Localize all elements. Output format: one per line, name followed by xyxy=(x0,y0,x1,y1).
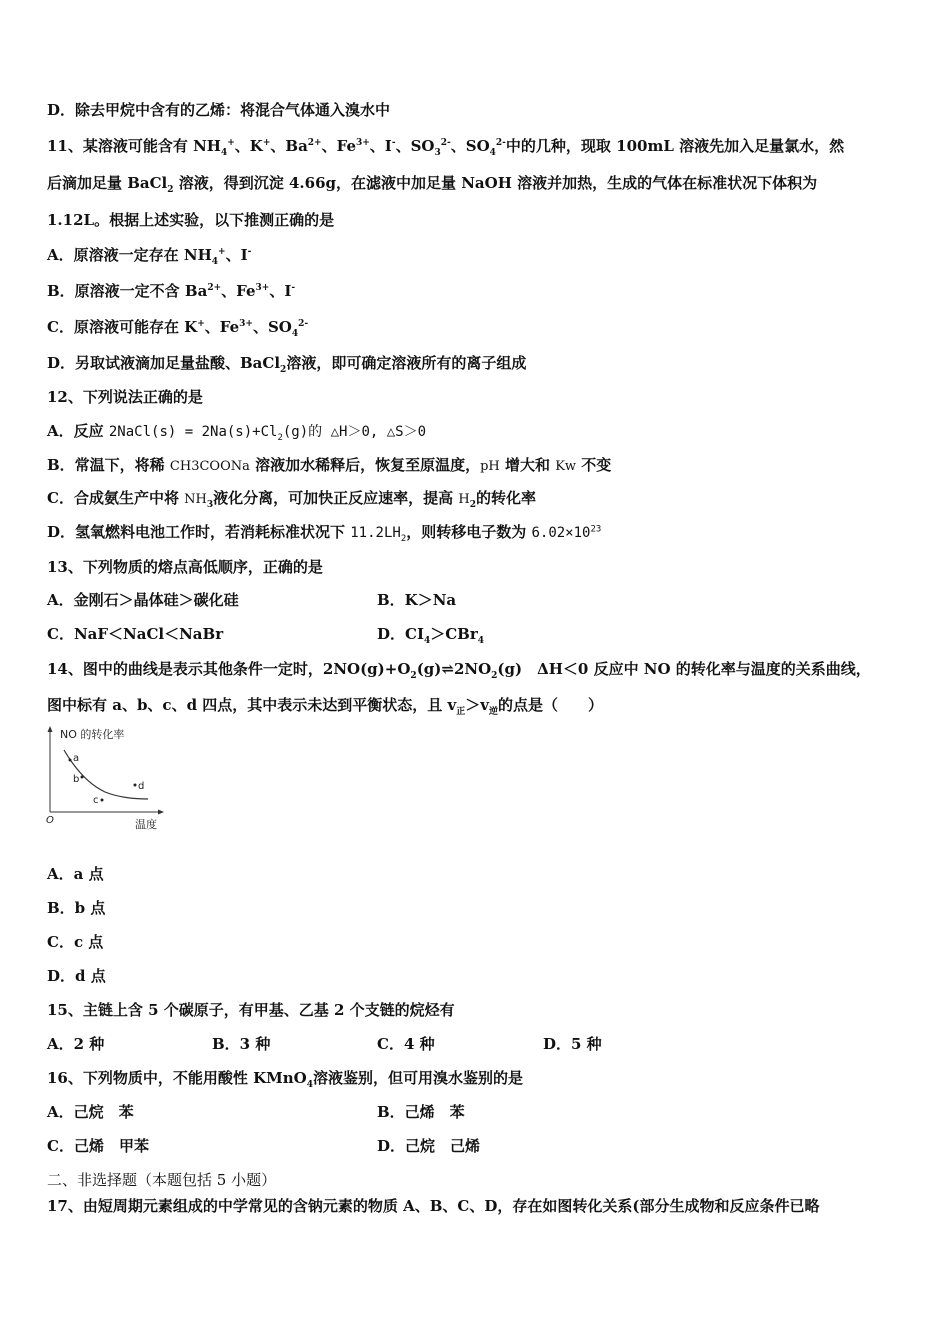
q12-stem: 12、下列说法正确的是 xyxy=(47,388,203,406)
q14-option-b: B．b 点 xyxy=(47,899,106,917)
q14-option-c: C．c 点 xyxy=(47,933,104,951)
q14-stem-line1: 14、图中的曲线是表示其他条件一定时，$2NO(g)+O_2(g)\rightleftharpoons 2NO_2(g)$ ΔH＜0 反应中 NO 的转化率与温度的关系曲线， xyxy=(47,660,871,681)
q16-option-d: D．己烷 己烯 xyxy=(377,1137,481,1155)
x-axis-label: 温度 xyxy=(135,818,157,831)
q16-option-b: B．己烯 苯 xyxy=(377,1103,465,1121)
q15-stem: 15、主链上含 5 个碳原子，有甲基、乙基 2 个支链的烷烃有 xyxy=(47,1001,455,1019)
x-axis-arrow xyxy=(158,810,164,815)
point-a xyxy=(69,759,72,762)
point-b-label: b xyxy=(73,774,80,785)
q11-stem-line2: 后滴加足量 BaCl$_2$ 溶液，得到沉淀 4.66g，在滤液中加足量 NaOH 溶液并加热，生成的气体在标准状况下体积为 xyxy=(47,174,818,195)
q11-option-c: C．原溶液可能存在 K+、$Fe^{3+}$、$SO_4^{2-}$ xyxy=(47,318,309,339)
point-b xyxy=(81,776,84,779)
q13-option-d: D．$CI_4>CBr_4$ xyxy=(377,625,485,646)
q17-stem: 17、由短周期元素组成的中学常见的含钠元素的物质 A、B、C、D，存在如图转化关系(部分生成物和反应条件已略 xyxy=(47,1197,820,1215)
no-conversion-vs-temperature-graph xyxy=(40,722,170,832)
q12-option-c: C．合成氨生产中将 $NH_3$液化分离，可加快正反应速率，提高 $H_2$的转化率 xyxy=(47,489,537,510)
origin-label: O xyxy=(46,815,54,826)
q13-stem: 13、下列物质的熔点高低顺序，正确的是 xyxy=(47,558,323,576)
q14-option-a: A．a 点 xyxy=(47,865,104,883)
point-d xyxy=(134,784,137,787)
q15-option-c: C．4 种 xyxy=(377,1035,435,1053)
q13-option-a: A．金刚石＞晶体硅＞碳化硅 xyxy=(47,591,239,609)
q11-option-a: A．原溶液一定存在 $NH_4^+$、I- xyxy=(47,246,252,267)
y-axis-arrow xyxy=(48,726,53,732)
q16-option-a: A．己烷 苯 xyxy=(47,1103,134,1121)
q11-stem-line1: 11、某溶液可能含有 $NH_4^+$、K+、$Ba^{2+}$、$Fe^{3+}$、I-、$SO_3^{2-}$、$SO_4^{2-}$中的几种，现取 100mL 溶液先加入足量氯水，然 xyxy=(47,137,845,158)
section-two-title: 二、非选择题（本题包括 5 小题） xyxy=(47,1171,277,1189)
q16-option-c: C．己烯 甲苯 xyxy=(47,1137,149,1155)
q13-option-c: C．NaF＜NaCl＜NaBr xyxy=(47,625,224,643)
q16-stem: 16、下列物质中，不能用酸性 KMnO$_4$溶液鉴别，但可用溴水鉴别的是 xyxy=(47,1069,523,1090)
q15-option-b: B．3 种 xyxy=(212,1035,271,1053)
point-d-label: d xyxy=(138,781,145,792)
q11-option-d: D．另取试液滴加足量盐酸、BaCl$_2$溶液，即可确定溶液所有的离子组成 xyxy=(47,354,527,375)
q12-option-a: A．反应 2NaCl(s) = $2Na(s)+Cl_2(g)$的 △H＞0, △S＞0 xyxy=(47,422,427,443)
q15-option-a: A．2 种 xyxy=(47,1035,105,1053)
q14-stem-line2: 图中标有 a、b、c、d 四点，其中表示未达到平衡状态，且 $v_正>v_逆$的点是（ ） xyxy=(47,696,603,717)
point-c xyxy=(101,799,104,802)
point-c-label: c xyxy=(93,795,99,806)
q13-option-b: B．K＞Na xyxy=(377,591,457,609)
q10-option-d: D．除去甲烷中含有的乙烯：将混合气体通入溴水中 xyxy=(47,101,391,119)
q15-option-d: D．5 种 xyxy=(543,1035,602,1053)
q11-option-b: B．原溶液一定不含 $Ba^{2+}$、$Fe^{3+}$、I- xyxy=(47,282,296,300)
q12-option-d: D．氢氧燃料电池工作时，若消耗标准状况下 $11.2LH_2$，则转移电子数为 $6.02\times 10^{23}$ xyxy=(47,523,602,544)
point-a-label: a xyxy=(73,753,80,764)
q12-option-b: B．常温下，将稀 CH3COONa 溶液加水稀释后，恢复至原温度，pH 增大和 Kw 不变 xyxy=(47,456,612,474)
q14-option-d: D．d 点 xyxy=(47,967,106,985)
q11-stem-line3: 1.12L。根据上述实验，以下推测正确的是 xyxy=(47,211,335,229)
y-axis-label: NO 的转化率 xyxy=(60,728,125,741)
